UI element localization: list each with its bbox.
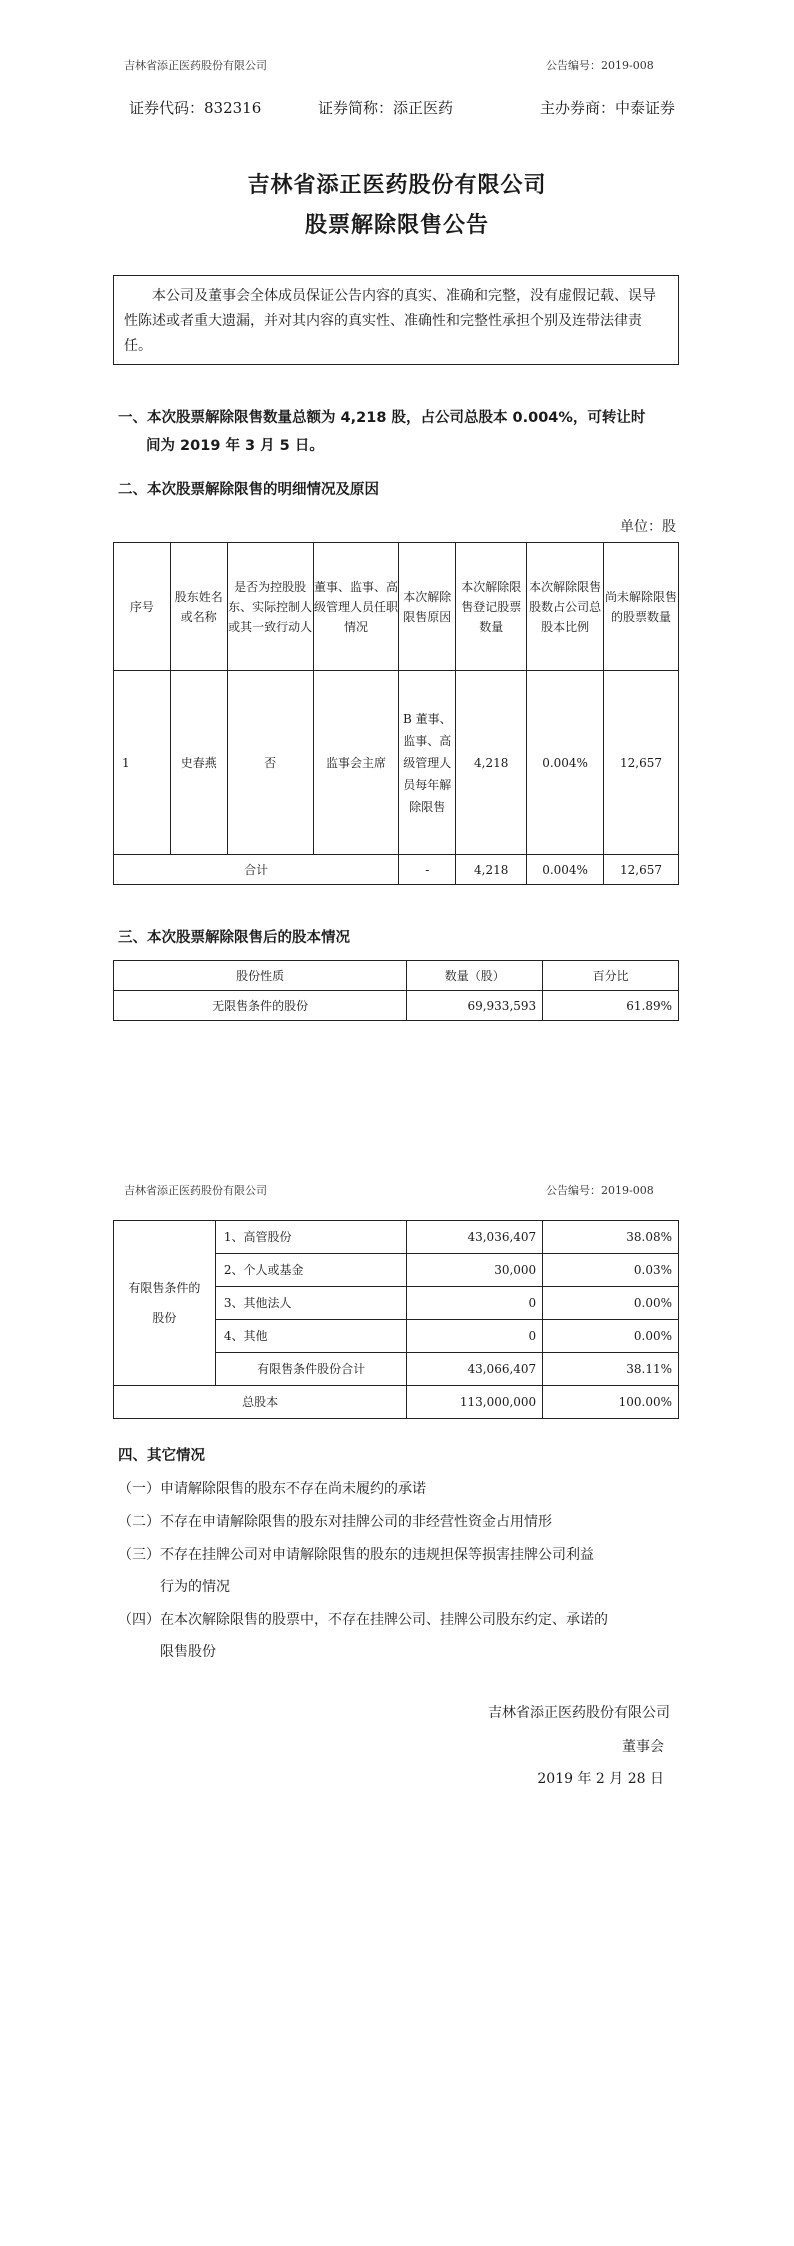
restricted-row-qty: 43,036,407 [407,1221,543,1254]
restricted-row-pct: 0.03% [543,1254,679,1287]
restricted-total-label: 有限售条件股份合计 [215,1353,407,1386]
other-item-3-line1: （三）不存在挂牌公司对申请解除限售的股东的违规担保等损害挂牌公司利益 [118,1547,594,1563]
restricted-total-pct: 38.11% [543,1353,679,1386]
col-header-quantity: 本次解除限售登记股票数量 [456,543,527,671]
running-header-announcement-no-page2: 公告编号：2019-008 [546,1184,654,1197]
section3-heading: 三、本次股票解除限售后的股本情况 [118,930,350,946]
col-header-remaining: 尚未解除限售的股票数量 [604,543,679,671]
other-item-4-line2: 限售股份 [160,1644,216,1660]
grand-total-row [114,1386,679,1419]
total-ratio: 0.004% [527,855,604,885]
section4-heading: 四、其它情况 [118,1448,205,1464]
unrestricted-qty: 69,933,593 [407,991,543,1021]
running-header-company-page2: 吉林省添正医药股份有限公司 [124,1184,267,1197]
col-header-share-pct: 百分比 [543,961,679,991]
total-quantity: 4,218 [456,855,527,885]
row-position: 监事会主席 [313,671,399,855]
signature-date: 2019 年 2 月 28 日 [537,1771,664,1787]
release-detail-table [113,542,679,885]
signature-board: 董事会 [622,1739,664,1755]
restricted-row-qty: 0 [407,1287,543,1320]
total-reason: - [399,855,456,885]
share-capital-table-part1 [113,960,679,1021]
disclaimer-box [113,275,679,365]
restricted-row-label: 1、高管股份 [215,1221,407,1254]
col-header-share-type: 股份性质 [114,961,407,991]
table-row [114,991,679,1021]
section2-heading: 二、本次股票解除限售的明细情况及原因 [118,482,379,498]
restricted-group-label: 有限售条件的股份 [114,1221,216,1386]
row-controller: 否 [227,671,313,855]
restricted-row-qty: 30,000 [407,1254,543,1287]
other-item-4-line1: （四）在本次解除限售的股票中，不存在挂牌公司、挂牌公司股东约定、承诺的 [118,1612,608,1628]
row-name: 史春燕 [170,671,227,855]
stock-abbreviation: 证券简称：添正医药 [318,99,454,117]
document-title-company: 吉林省添正医药股份有限公司 [247,173,547,198]
col-header-no: 序号 [114,543,171,671]
restricted-row-label: 4、其他 [215,1320,407,1353]
running-header-announcement-no: 公告编号：2019-008 [546,59,654,72]
col-header-share-qty: 数量（股） [407,961,543,991]
total-row [114,855,679,885]
other-item-1: （一）申请解除限售的股东不存在尚未履约的承诺 [118,1481,426,1497]
restricted-row-label: 2、个人或基金 [215,1254,407,1287]
table-row [114,1221,679,1254]
row-quantity: 4,218 [456,671,527,855]
total-remaining: 12,657 [604,855,679,885]
stock-code: 证券代码：832316 [129,99,262,117]
sponsor-broker: 主办券商：中泰证券 [540,99,676,117]
unrestricted-label: 无限售条件的股份 [114,991,407,1021]
unit-label: 单位：股 [620,519,676,535]
restricted-total-qty: 43,066,407 [407,1353,543,1386]
row-ratio: 0.004% [527,671,604,855]
restricted-row-pct: 0.00% [543,1287,679,1320]
total-label: 合计 [114,855,399,885]
running-header-company: 吉林省添正医药股份有限公司 [124,59,267,72]
section1-line2: 间为 2019 年 3 月 5 日。 [146,438,324,454]
table-row [114,671,679,855]
restricted-row-qty: 0 [407,1320,543,1353]
row-remaining: 12,657 [604,671,679,855]
unrestricted-pct: 61.89% [543,991,679,1021]
share-capital-table-part2 [113,1220,679,1419]
col-header-reason: 本次解除限售原因 [399,543,456,671]
other-item-2: （二）不存在申请解除限售的股东对挂牌公司的非经营性资金占用情形 [118,1514,552,1530]
grand-total-pct: 100.00% [543,1386,679,1419]
share-table-header-row [114,961,679,991]
restricted-row-label: 3、其他法人 [215,1287,407,1320]
release-table-header-row [114,543,679,671]
section1-line1: 一、本次股票解除限售数量总额为 4,218 股，占公司总股本 0.004%，可转让时 [118,410,646,426]
col-header-position: 董事、监事、高级管理人员任职情况 [313,543,399,671]
row-no: 1 [114,671,171,855]
col-header-controller: 是否为控股股东、实际控制人或其一致行动人 [227,543,313,671]
col-header-ratio: 本次解除限售股数占公司总股本比例 [527,543,604,671]
grand-total-label: 总股本 [114,1386,407,1419]
document-title: 股票解除限售公告 [304,213,489,238]
restricted-row-pct: 38.08% [543,1221,679,1254]
col-header-name: 股东姓名或名称 [170,543,227,671]
signature-company: 吉林省添正医药股份有限公司 [488,1705,670,1721]
disclaimer-text: 本公司及董事会全体成员保证公告内容的真实、准确和完整，没有虚假记载、误导性陈述或者重大遗漏，并对其内容的真实性、准确性和完整性承担个别及连带法律责任。 [124,288,656,354]
other-item-3-line2: 行为的情况 [160,1579,230,1595]
grand-total-qty: 113,000,000 [407,1386,543,1419]
row-reason: B 董事、监事、高级管理人员每年解除限售 [399,671,456,855]
restricted-row-pct: 0.00% [543,1320,679,1353]
